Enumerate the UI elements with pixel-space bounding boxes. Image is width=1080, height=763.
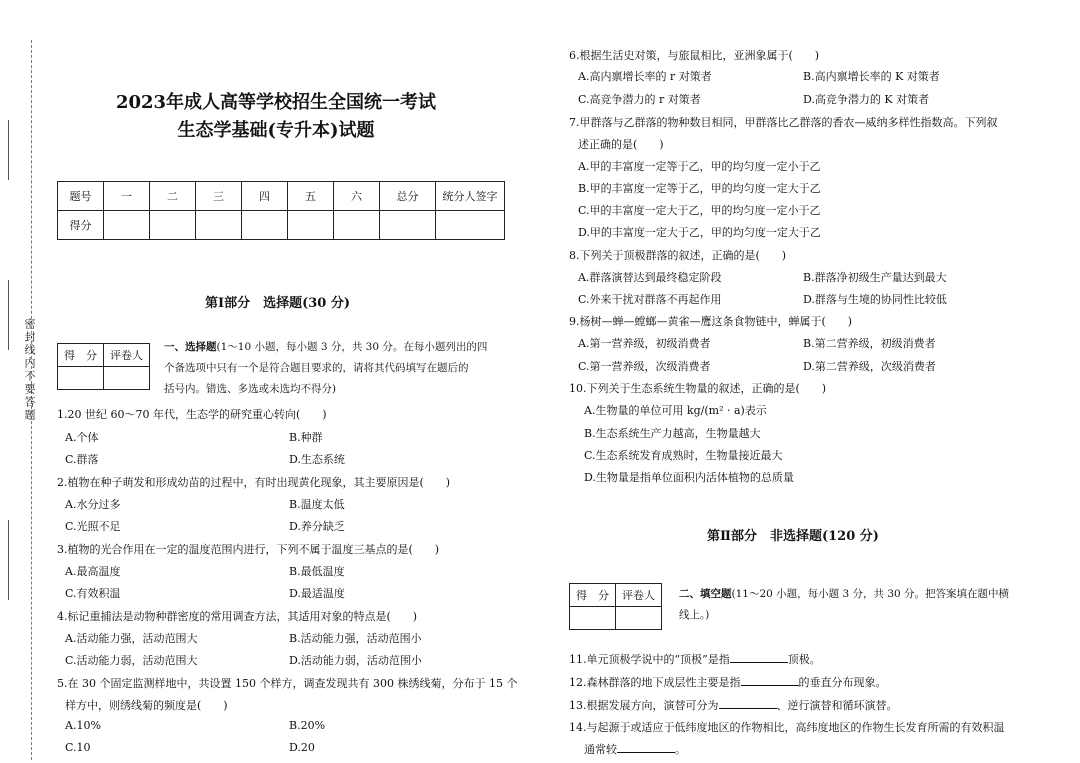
section1-instructions xyxy=(164,337,504,400)
score-input-cell[interactable] xyxy=(242,211,288,240)
score-input-cell[interactable] xyxy=(288,211,334,240)
instruction-text: (1～10 小题，每小题 3 分，共 30 分。在每小题列出的四 xyxy=(216,341,488,353)
q2-option-d[interactable]: D.养分缺乏 xyxy=(289,520,345,533)
instruction-text: 线上。) xyxy=(679,609,710,621)
q12 xyxy=(569,674,887,690)
q5-stem: 5.在 30 个固定监测样地中，共设置 150 个样方，调查发现共有 300 株绣线菊，分布于 15 个 xyxy=(57,677,518,690)
q7-option-a[interactable]: A.甲的丰富度一定等于乙，甲的均匀度一定小于乙 xyxy=(578,160,821,173)
section2-head: 二、填空题 xyxy=(679,588,732,600)
q10-option-c[interactable]: C.生态系统发育成熟时，生物量接近最大 xyxy=(584,449,783,462)
q6-option-c[interactable]: C.高竞争潜力的 r 对策者 xyxy=(578,93,701,106)
q5-stem-cont: 样方中，则绣线菊的频度是( ) xyxy=(65,699,228,712)
section1-head: 一、选择题 xyxy=(164,341,217,353)
q5-option-a[interactable]: A.10% xyxy=(65,719,101,732)
margin-rule xyxy=(8,520,9,600)
q2-option-b[interactable]: B.温度太低 xyxy=(289,498,345,511)
score-label: 得 分 xyxy=(570,584,616,607)
q9-stem: 9.杨树—蝉—螳螂—黄雀—鹰这条食物链中，蝉属于( ) xyxy=(569,315,853,328)
q7-stem: 7.甲群落与乙群落的物种数目相同，甲群落比乙群落的香农—威纳多样性指数高。下列叙 xyxy=(569,116,998,129)
q2-stem: 2.植物在种子萌发和形成幼苗的过程中，有时出现黄化现象，其主要原因是( ) xyxy=(57,476,451,489)
q7-stem-cont: 述正确的是( ) xyxy=(578,138,664,151)
score-label: 得 分 xyxy=(58,344,104,367)
q1-stem: 1.20 世纪 60～70 年代，生态学的研究重心转向( ) xyxy=(57,408,327,421)
margin-rule xyxy=(8,120,9,180)
score-input-cell[interactable] xyxy=(150,211,196,240)
q1-option-a[interactable]: A.个体 xyxy=(65,431,99,444)
q9-option-c[interactable]: C.第一营养级，次级消费者 xyxy=(578,360,711,373)
score-cell: 总分 xyxy=(380,182,436,211)
exam-title: 2023年成人高等学校招生全国统一考试 xyxy=(115,92,437,113)
q4-stem: 4.标记重捕法是动物种群密度的常用调查方法，其适用对象的特点是( ) xyxy=(57,610,418,623)
grader-label: 评卷人 xyxy=(616,584,662,607)
section2-instructions xyxy=(679,584,1019,626)
score-input-cell[interactable] xyxy=(380,211,436,240)
q10-option-d[interactable]: D.生物量是指单位面积内活体植物的总质量 xyxy=(584,471,794,484)
q1-option-b[interactable]: B.种群 xyxy=(289,431,323,444)
grader-box-2 xyxy=(569,583,662,630)
q8-option-c[interactable]: C.外来干扰对群落不再起作用 xyxy=(578,293,722,306)
exam-subtitle: 生态学基础(专升本)试题 xyxy=(177,120,375,141)
score-cell: 四 xyxy=(242,182,288,211)
q2-option-a[interactable]: A.水分过多 xyxy=(65,498,121,511)
part2-title: 第Ⅱ部分 非选择题(120 分) xyxy=(707,529,879,544)
q9-option-b[interactable]: B.第二营养级，初级消费者 xyxy=(803,337,936,350)
q11 xyxy=(569,651,821,667)
q7-option-b[interactable]: B.甲的丰富度一定等于乙，甲的均匀度一定大于乙 xyxy=(578,182,821,195)
score-table-header-row xyxy=(58,182,505,211)
score-cell: 得分 xyxy=(58,211,104,240)
q3-option-d[interactable]: D.最适温度 xyxy=(289,587,345,600)
q10-stem: 10.下列关于生态系统生物量的叙述，正确的是( ) xyxy=(569,382,827,395)
q13-blank[interactable] xyxy=(719,698,777,709)
score-input-cell[interactable] xyxy=(104,211,150,240)
q3-option-a[interactable]: A.最高温度 xyxy=(65,565,121,578)
score-cell: 题号 xyxy=(58,182,104,211)
margin-rule xyxy=(8,280,9,350)
instruction-text: 括号内。错选、多选或未选均不得分) xyxy=(164,383,337,395)
q12-text: 12.森林群落的地下成层性主要是指 xyxy=(569,676,741,689)
q11-blank[interactable] xyxy=(730,652,788,663)
q12-blank[interactable] xyxy=(741,675,799,686)
score-cell: 一 xyxy=(104,182,150,211)
grader-input-cell[interactable] xyxy=(104,367,150,390)
score-table xyxy=(57,181,505,240)
q1-option-d[interactable]: D.生态系统 xyxy=(289,453,345,466)
q14 xyxy=(584,741,686,757)
q4-option-c[interactable]: C.活动能力弱，活动范围大 xyxy=(65,654,198,667)
grader-input-cell[interactable] xyxy=(616,607,662,630)
q6-option-b[interactable]: B.高内禀增长率的 K 对策者 xyxy=(803,70,940,83)
q8-option-d[interactable]: D.群落与生境的协同性比较低 xyxy=(803,293,947,306)
seal-line-note: 密封线内不要答题 xyxy=(23,318,36,422)
instruction-text: (11～20 小题，每小题 3 分，共 30 分。把答案填在题中横 xyxy=(731,588,1010,600)
q14-blank[interactable] xyxy=(617,742,675,753)
q4-option-d[interactable]: D.活动能力弱，活动范围小 xyxy=(289,654,422,667)
q9-option-a[interactable]: A.第一营养级，初级消费者 xyxy=(578,337,711,350)
q11-text-post: 顶极。 xyxy=(787,653,821,666)
q14-text: 通常较 xyxy=(584,743,617,756)
q13-text: 13.根据发展方向，演替可分为 xyxy=(569,699,719,712)
score-input-cell[interactable] xyxy=(436,211,505,240)
score-cell: 二 xyxy=(150,182,196,211)
q14-text-post: 。 xyxy=(675,743,686,756)
q9-option-d[interactable]: D.第二营养级，次级消费者 xyxy=(803,360,936,373)
q6-option-d[interactable]: D.高竞争潜力的 K 对策者 xyxy=(803,93,930,106)
q3-option-c[interactable]: C.有效积温 xyxy=(65,587,121,600)
q5-option-c[interactable]: C.10 xyxy=(65,741,91,754)
score-cell: 三 xyxy=(196,182,242,211)
q6-stem: 6.根据生活史对策，与旅鼠相比，亚洲象属于( ) xyxy=(569,49,820,62)
q8-option-b[interactable]: B.群落净初级生产量达到最大 xyxy=(803,271,947,284)
q13-text-post: 、逆行演替和循环演替。 xyxy=(776,699,898,712)
q14-stem: 14.与起源于或适应于低纬度地区的作物相比，高纬度地区的作物生长发育所需的有效积温 xyxy=(569,721,1005,734)
q13 xyxy=(569,697,898,713)
q4-option-a[interactable]: A.活动能力强，活动范围大 xyxy=(65,632,198,645)
q2-option-c[interactable]: C.光照不足 xyxy=(65,520,121,533)
q6-option-a[interactable]: A.高内禀增长率的 r 对策者 xyxy=(578,70,712,83)
q1-option-c[interactable]: C.群落 xyxy=(65,453,99,466)
q4-option-b[interactable]: B.活动能力强，活动范围小 xyxy=(289,632,422,645)
q3-stem: 3.植物的光合作用在一定的温度范围内进行，下列不属于温度三基点的是( ) xyxy=(57,543,440,556)
score-input-cell[interactable] xyxy=(58,367,104,390)
q7-option-c[interactable]: C.甲的丰富度一定大于乙，甲的均匀度一定小于乙 xyxy=(578,204,821,217)
q10-option-b[interactable]: B.生态系统生产力越高，生物量越大 xyxy=(584,427,761,440)
part1-title: 第Ⅰ部分 选择题(30 分) xyxy=(205,296,350,311)
instruction-text: 个备选项中只有一个是符合题目要求的，请将其代码填写在题后的 xyxy=(164,362,469,374)
q5-option-b[interactable]: B.20% xyxy=(289,719,326,732)
score-input-cell[interactable] xyxy=(196,211,242,240)
score-cell: 统分人签字 xyxy=(436,182,505,211)
score-table-score-row xyxy=(58,211,505,240)
grader-box-1 xyxy=(57,343,150,390)
q11-text: 11.单元顶极学说中的“顶极”是指 xyxy=(569,653,730,666)
q7-option-d[interactable]: D.甲的丰富度一定大于乙，甲的均匀度一定大于乙 xyxy=(578,226,821,239)
score-cell: 六 xyxy=(334,182,380,211)
q8-stem: 8.下列关于顶极群落的叙述，正确的是( ) xyxy=(569,249,787,262)
q3-option-b[interactable]: B.最低温度 xyxy=(289,565,345,578)
grader-label: 评卷人 xyxy=(104,344,150,367)
q8-option-a[interactable]: A.群落演替达到最终稳定阶段 xyxy=(578,271,722,284)
score-input-cell[interactable] xyxy=(334,211,380,240)
score-cell: 五 xyxy=(288,182,334,211)
q12-text-post: 的垂直分布现象。 xyxy=(798,676,887,689)
score-input-cell[interactable] xyxy=(570,607,616,630)
q5-option-d[interactable]: D.20 xyxy=(289,741,315,754)
q10-option-a[interactable]: A.生物量的单位可用 kg/(m² · a)表示 xyxy=(584,404,767,417)
